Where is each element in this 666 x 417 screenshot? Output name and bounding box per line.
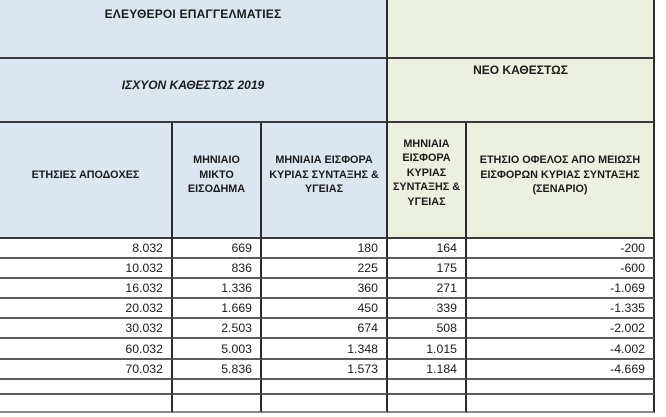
cell-annual-earnings: 8.032	[0, 239, 173, 259]
cell-monthly-gross-income: 1.669	[173, 299, 262, 319]
cell-monthly-gross-income: 1.336	[173, 279, 262, 299]
cell-monthly-contribution-old: 180	[262, 239, 388, 259]
cell-monthly-gross-income: 5.003	[173, 339, 262, 359]
cell-monthly-contribution-new: 1.015	[388, 339, 467, 359]
column-header-monthly-contribution-new: ΜΗΝΙΑΙΑ ΕΙΣΦΟΡΑ ΚΥΡΙΑΣ ΣΥΝΤΑΞΗΣ & ΥΓΕΙΑΣ	[388, 123, 467, 239]
cell-monthly-contribution-old: 674	[262, 319, 388, 339]
group-title-cell: ΕΛΕΥΘΕΡΟΙ ΕΠΑΓΓΕΛΜΑΤΙΕΣ	[0, 0, 388, 59]
cell-monthly-contribution-old: 1.348	[262, 339, 388, 359]
cell-annual-earnings: 30.032	[0, 319, 173, 339]
cell-monthly-contribution-new	[388, 380, 467, 395]
cell-monthly-gross-income: 836	[173, 259, 262, 279]
cell-annual-benefit	[467, 380, 655, 395]
cell-monthly-contribution-new: 508	[388, 319, 467, 339]
cell-monthly-contribution-old	[262, 395, 388, 413]
cell-annual-earnings: 70.032	[0, 360, 173, 380]
column-header-monthly-contribution-old: ΜΗΝΙΑΙΑ ΕΙΣΦΟΡΑ ΚΥΡΙΑΣ ΣΥΝΤΑΞΗΣ & ΥΓΕΙΑΣ	[262, 123, 388, 239]
cell-annual-benefit: -4.669	[467, 360, 655, 380]
column-header-annual-benefit-scenario: ΕΤΗΣΙΟ ΟΦΕΛΟΣ ΑΠΟ ΜΕΙΩΣΗ ΕΙΣΦΟΡΩΝ ΚΥΡΙΑΣ ΣΥΝΤΑΞΗΣ (ΣΕΝΑΡΙΟ)	[467, 123, 655, 239]
cell-monthly-gross-income: 5.836	[173, 360, 262, 380]
cell-monthly-contribution-new: 164	[388, 239, 467, 259]
cell-annual-earnings: 60.032	[0, 339, 173, 359]
cell-monthly-contribution-old: 1.573	[262, 360, 388, 380]
new-regime-empty-cell	[388, 0, 655, 59]
cell-monthly-contribution-new: 339	[388, 299, 467, 319]
cell-annual-earnings: 20.032	[0, 299, 173, 319]
cell-annual-earnings: 16.032	[0, 279, 173, 299]
new-regime-title-cell: ΝΕΟ ΚΑΘΕΣΤΩΣ	[388, 59, 655, 123]
cell-monthly-contribution-new: 175	[388, 259, 467, 279]
cell-annual-benefit: -200	[467, 239, 655, 259]
cell-monthly-contribution-new	[388, 395, 467, 413]
cell-monthly-contribution-new: 271	[388, 279, 467, 299]
cell-monthly-contribution-new: 1.184	[388, 360, 467, 380]
cell-monthly-gross-income: 669	[173, 239, 262, 259]
cell-monthly-gross-income	[173, 380, 262, 395]
cell-annual-earnings: 10.032	[0, 259, 173, 279]
cell-annual-earnings	[0, 395, 173, 413]
cell-monthly-contribution-old: 225	[262, 259, 388, 279]
cell-monthly-contribution-old: 360	[262, 279, 388, 299]
cell-annual-benefit	[467, 395, 655, 413]
cell-annual-benefit: -4.002	[467, 339, 655, 359]
cell-annual-benefit: -1.069	[467, 279, 655, 299]
cell-annual-benefit: -600	[467, 259, 655, 279]
column-header-monthly-gross-income: ΜΗΝΙΑΙΟ ΜΙΚΤΟ ΕΙΣΟΔΗΜΑ	[173, 123, 262, 239]
cell-monthly-gross-income: 2.503	[173, 319, 262, 339]
cell-monthly-gross-income	[173, 395, 262, 413]
old-regime-title-cell: ΙΣΧΥΟΝ ΚΑΘΕΣΤΩΣ 2019	[0, 59, 388, 123]
column-header-annual-earnings: ΕΤΗΣΙΕΣ ΑΠΟΔΟΧΕΣ	[0, 123, 173, 239]
cell-annual-earnings	[0, 380, 173, 395]
cell-monthly-contribution-old: 450	[262, 299, 388, 319]
cell-annual-benefit: -1.335	[467, 299, 655, 319]
cell-monthly-contribution-old	[262, 380, 388, 395]
cell-annual-benefit: -2.002	[467, 319, 655, 339]
